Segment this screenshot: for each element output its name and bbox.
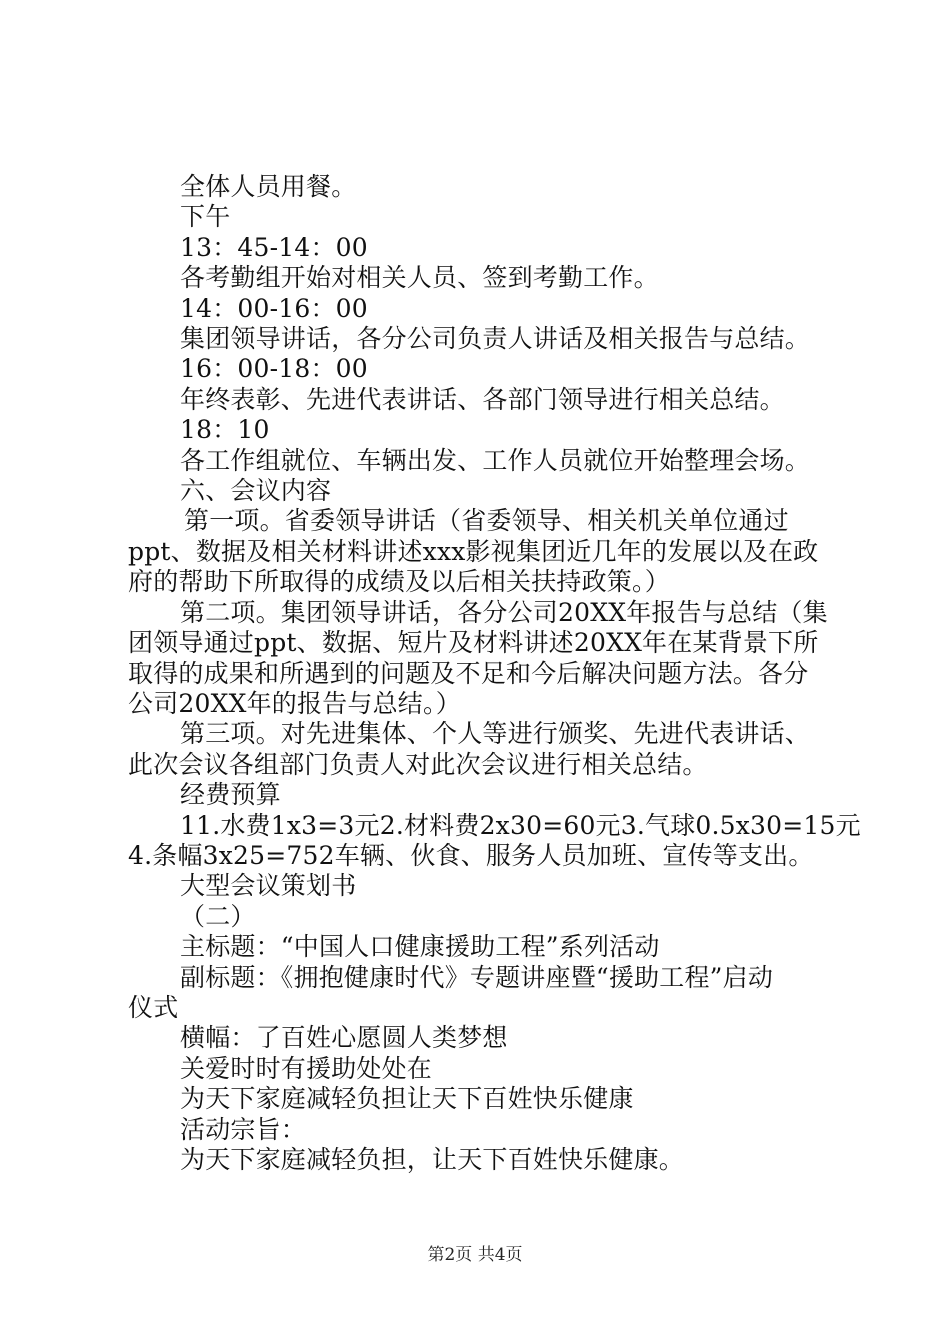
text-line: 集团领导讲话，各分公司负责人讲话及相关报告与总结。 [180, 324, 811, 354]
text-line: 副标题：《拥抱健康时代》专题讲座暨“援助工程”启动 [180, 962, 774, 992]
page-footer [0, 1244, 950, 1266]
text-line: 13：45-14：00 [180, 232, 368, 262]
text-line: 活动宗旨： [180, 1114, 307, 1144]
text-line: 年终表彰、先进代表讲话、各部门领导进行相关总结。 [180, 384, 785, 414]
text-line: 取得的成果和所遇到的问题及不足和今后解决问题方法。各分 [128, 658, 809, 688]
section-heading: 六、会议内容 [180, 476, 332, 506]
text-line: 关爱时时有援助处处在 [180, 1053, 433, 1083]
text-line: （二） [180, 901, 256, 931]
section-heading: 经费预算 [180, 780, 281, 810]
text-line: 各工作组就位、车辆出发、工作人员就位开始整理会场。 [180, 445, 811, 475]
section-heading: 大型会议策划书 [180, 871, 357, 901]
text-line: 全体人员用餐。 [180, 172, 357, 201]
text-line: 公司20XX年的报告与总结。） [128, 688, 461, 718]
text-line: 主标题：“中国人口健康援助工程”系列活动 [180, 932, 660, 962]
text-line: 横幅：了百姓心愿圆人类梦想 [180, 1023, 508, 1053]
page-number-label: 第2页 共4页 [427, 1245, 523, 1265]
text-line: 为天下家庭减轻负担，让天下百姓快乐健康。 [180, 1145, 685, 1174]
text-line: 4.条幅3x25=752车辆、伙食、服务人员加班、宣传等支出。 [128, 840, 814, 870]
text-line: 各考勤组开始对相关人员、签到考勤工作。 [180, 263, 659, 293]
text-line: 14：00-16：00 [180, 293, 368, 323]
text-line: 11.水费1x3=3元2.材料费2x30=60元3.气球0.5x30=15元 [180, 810, 861, 840]
text-line: 18：10 [180, 415, 270, 445]
text-line: 第二项。集团领导讲话，各分公司20XX年报告与总结（集 [180, 597, 828, 627]
text-line: 第三项。对先进集体、个人等进行颁奖、先进代表讲话、 [180, 719, 811, 749]
text-line: 16：00-18：00 [180, 354, 368, 384]
document-body [128, 172, 861, 1175]
text-line: 第一项。省委领导讲话（省委领导、相关机关单位通过 [184, 506, 789, 536]
text-line: 仪式 [128, 992, 179, 1022]
text-line: 府的帮助下所取得的成绩及以后相关扶持政策。） [128, 567, 670, 597]
text-line: 此次会议各组部门负责人对此次会议进行相关总结。 [128, 749, 708, 779]
text-line: 团领导通过ppt、数据、短片及材料讲述20XX年在某背景下所 [128, 628, 819, 658]
text-line: 下午 [180, 202, 231, 232]
text-line: 为天下家庭减轻负担让天下百姓快乐健康 [180, 1084, 634, 1114]
text-line: ppt、数据及相关材料讲述xxx影视集团近几年的发展以及在政 [128, 536, 819, 566]
